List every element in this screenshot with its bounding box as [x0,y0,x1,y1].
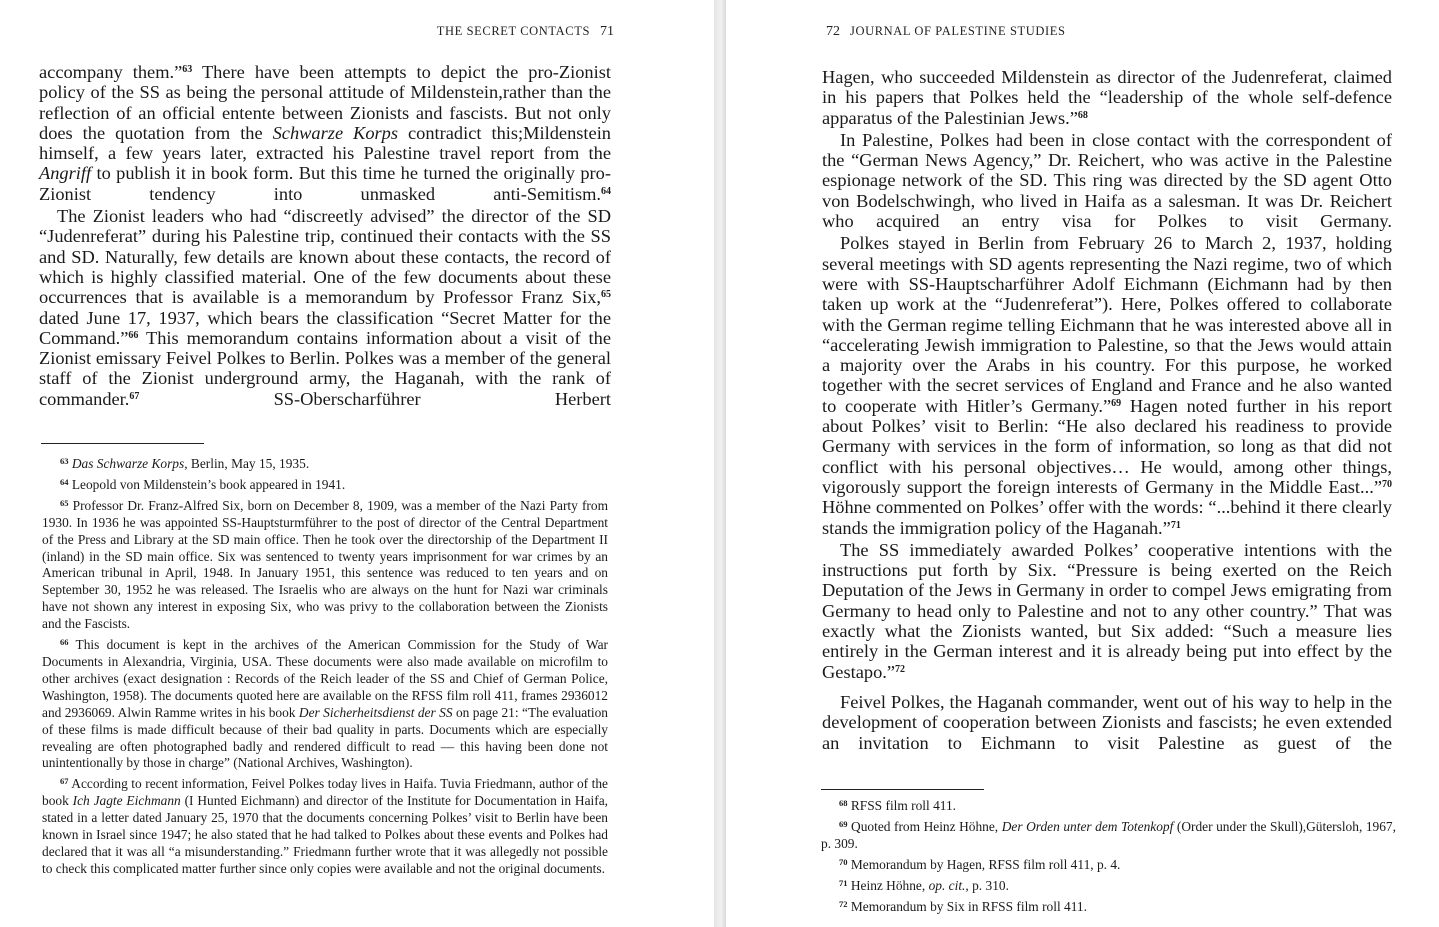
footnote-reference: 65 [601,289,611,301]
body-text [822,67,1392,753]
italic-title: Der Sicherheitsdienst der SS [298,704,453,720]
right-page [726,0,1439,927]
text-run: Polkes stayed in Berlin from February 26 to March 2, 1937, holding several meetings with SD agents representing the Nazi regime, two of which were with SS-Hauptscharführer Adolf Eichmann (Eichmann had by then taken up work at the “Judenreferat”). Here, Polkes offered to collaborate with the German regime telling Eichmann that he was interested above all in “accelerating Jewish immigration to Palestine, so that the Jews would attain a majority over the Arabs in his country. For this purpose, he worked together with the secret services of England and France and he also wanted to cooperate with Hitler’s Germany.” [822,233,1392,416]
text-run: Professor Dr. Franz-Alfred Six, born on December 8, 1909, was a member of the Nazi Party from 1930. In 1936 he was appointed SS-Hauptsturmführer to the post of director of the Central Department of the Press and Library at the SD main office. Then he took over the directorship of the Department II (inland) in the SD main office. Six was sentenced to twenty years imprisonment for war crimes by an American tribunal in April, 1948. In January 1951, this sentence was reduced to ten years and on September 30, 1952 he was released. The Israelis who are always on the hunt for Nazi war criminals have not shown any interest in exposing Six, who was privy to the collaboration between the Zionists and the Fascists. [42,497,608,632]
text-run: Quoted from Heinz Höhne, [851,818,1002,834]
italic-title: Angriff [39,163,92,184]
footnote-reference: 64 [601,185,611,197]
text-run: dated June 17, 1937, which bears the classification “Secret Matter for the Command.” [39,307,611,348]
footnote [42,498,608,633]
body-text [39,62,611,409]
text-run: (I Hunted Eichmann) and director of the Institute for Documentation in Haifa, stated in a letter dated January 25, 1970 that the documents concerning Polkes’ visit to Berlin have been known in Israel since 1947; he also stated that he had talked to Polkes about these events and Polkes had declared that it was all “a misunderstanding.” Friedmann further wrote that it was allegedly not possible to check this complicated matter further since only copies were available and not the original documents. [42,793,609,876]
footnote [42,776,608,877]
italic-title: Das Schwarze Korps [71,456,185,471]
text-run: (Order under the Skull),Gütersloh, 1967, p. 309. [821,818,1396,851]
footnote [821,899,1396,916]
footnote [42,477,608,494]
text-run: In Palestine, Polkes had been in close contact with the correspondent of the “German News Agency,” Dr. Reichert, who was active in the Palestine espionage network of the SD. This ring was directed by the SD agent Otto von Bodelschwingh, who lived in Haifa as a salesman. It was Dr. Reichert who acquired an entry visa for Polkes to visit Germany. [822,129,1392,232]
text-run: The Zionist leaders who had “discreetly advised” the director of the SD “Judenreferat” during his Palestine trip, continued their contacts with the SS and SD. Naturally, few details are known about these contacts, the record of which is highly classified material. One of the few documents about these occurrences that is available is a memorandum by Professor Franz Six, [39,206,611,308]
footnote-reference: 70 [1382,478,1392,490]
running-head-title: THE SECRET CONTACTS [436,24,590,38]
footnote-number: 70 [839,856,848,867]
text-run: contradict this;Mildenstein himself, a few years later, extracted his Palestine travel report from the [39,122,611,164]
footnote [42,456,608,473]
paragraph [39,62,611,204]
footnote-number: 64 [60,476,69,487]
text-run: SS-Oberscharführer Herbert [139,388,611,409]
page-number: 71 [600,24,614,39]
footnote-reference: 72 [895,663,906,675]
footnote [821,857,1396,874]
footnotes [821,798,1396,919]
running-head [826,24,1066,40]
footnote-number: 63 [60,456,69,466]
text-run: , p. 310. [965,877,1009,893]
footnote-reference: 67 [129,390,140,402]
footnote-number: 72 [839,898,848,909]
text-run: Hagen noted further in his report about Polkes’ visit to Berlin: “He also declared his readiness to provide Germany with services in the form of information, so long as that did not conflict with his personal objectives… He would, among other things, vigorously support the foreign interests of Germany in the Middle East...” [822,395,1392,497]
text-run: to publish it in book form. But this time he turned the originally pro-Zionist tendency into unmasked anti-Semitism. [39,163,611,204]
text-run: According to recent information, Feivel Polkes today lives in Haifa. Tuvia Friedmann, author of the book [42,776,609,809]
text-run: This memorandum contains information about a visit of the Zionist emissary Feivel Polkes to Berlin. Polkes was a member of the general staff of the Zionist underground army, the Haganah, with the rank of commander. [39,327,611,409]
text-run: This document is kept in the archives of the American Commission for the Study of War Documents in Alexandria, Virginia, USA. These documents were also made available on microfilm to other archives (exact designation : Records of the Reich leader of the SS and Chief of German Police, Washington, 1958). The documents quoted here are available on the RFSS film roll 411, frames 2936012 and 2936069. Alwin Ramme writes in his book [42,637,608,720]
paragraph [822,692,1392,753]
left-page [0,0,714,927]
footnote-number: 71 [839,877,848,888]
paragraph [822,130,1392,231]
paragraph [822,540,1392,682]
footnote [821,798,1396,815]
text-run: Hagen, who succeeded Mildenstein as director of the Judenreferat, claimed in his papers that Polkes held the “leadership of the whole self-defence apparatus of the Palestinian Jews.” [822,67,1392,128]
text-run: Memorandum by Hagen, RFSS film roll 411, p. 4. [850,856,1121,872]
italic-title: Ich Jagte Eichmann [72,793,181,809]
footnote-reference: 71 [1170,519,1181,531]
footnote-reference: 66 [128,329,139,341]
footnote [821,878,1396,895]
paragraph [822,67,1392,128]
text-run: Heinz Höhne, [850,877,929,893]
text-run: accompany them.” [39,62,183,82]
page-number: 72 [826,24,840,39]
footnote-number: 68 [839,798,848,808]
paragraph [822,233,1392,537]
page-gutter [714,0,726,927]
text-run: Leopold von Mildenstein’s book appeared in 1941. [71,476,346,492]
italic-title: Der Orden unter dem Totenkopf [1001,818,1174,834]
running-head [437,24,614,40]
footnote-number: 67 [60,776,69,787]
footnote-reference: 68 [1077,109,1088,121]
text-run: The SS immediately awarded Polkes’ cooperative intentions with the instructions put forth by Six. “Pressure is being exerted on the Reich Deputation of the Jews in Germany in order to compel Jews emigrating from Germany to head only to Palestine and not to any other country.” That was exactly what the Zionists wanted, but Six added: “Such a measure lies entirely in the German interest and it is already being put into effect by the Gestapo.” [822,539,1392,682]
paragraph [39,206,611,409]
footnotes [42,456,608,882]
footnote-number: 69 [839,818,848,829]
text-run: There have been attempts to depict the pro-Zionist policy of the SS as being the personal attitude of Mildenstein,rather than the reflection of an official entente between Zionists and fascists. But not only does the quotation from the [39,62,612,143]
text-run: Höhne commented on Polkes’ offer with the words: “...behind it there clearly stands the immigration policy of the Haganah.” [822,497,1392,538]
running-head-title: JOURNAL OF PALESTINE STUDIES [850,24,1066,38]
text-run: Memorandum by Six in RFSS film roll 411. [850,898,1087,914]
footnote-rule [41,443,204,444]
footnote-number: 65 [60,497,69,508]
footnote-number: 66 [60,637,69,648]
text-run: , Berlin, May 15, 1935. [184,456,310,471]
text-run: RFSS film roll 411. [850,798,957,813]
footnote-reference: 69 [1111,397,1122,409]
footnote [42,637,608,772]
italic-title: op. cit. [928,877,966,893]
text-run: on page 21: “The evaluation of these films is made difficult because of their bad quality in parts. Documents which are especially revealing are often photographed badly and rendered difficult to read — this having been done not unintentionally by those in charge” (National Archives, Washington). [42,704,608,771]
footnote-rule [821,789,984,790]
italic-title: Schwarze Korps [272,122,399,143]
footnote [821,819,1396,853]
text-run: Feivel Polkes, the Haganah commander, went out of his way to help in the development of cooperation between Zionists and fascists; he even extended an invitation to Eichmann to visit Palestine as guest of the [822,691,1392,753]
footnote-reference: 63 [182,64,193,75]
